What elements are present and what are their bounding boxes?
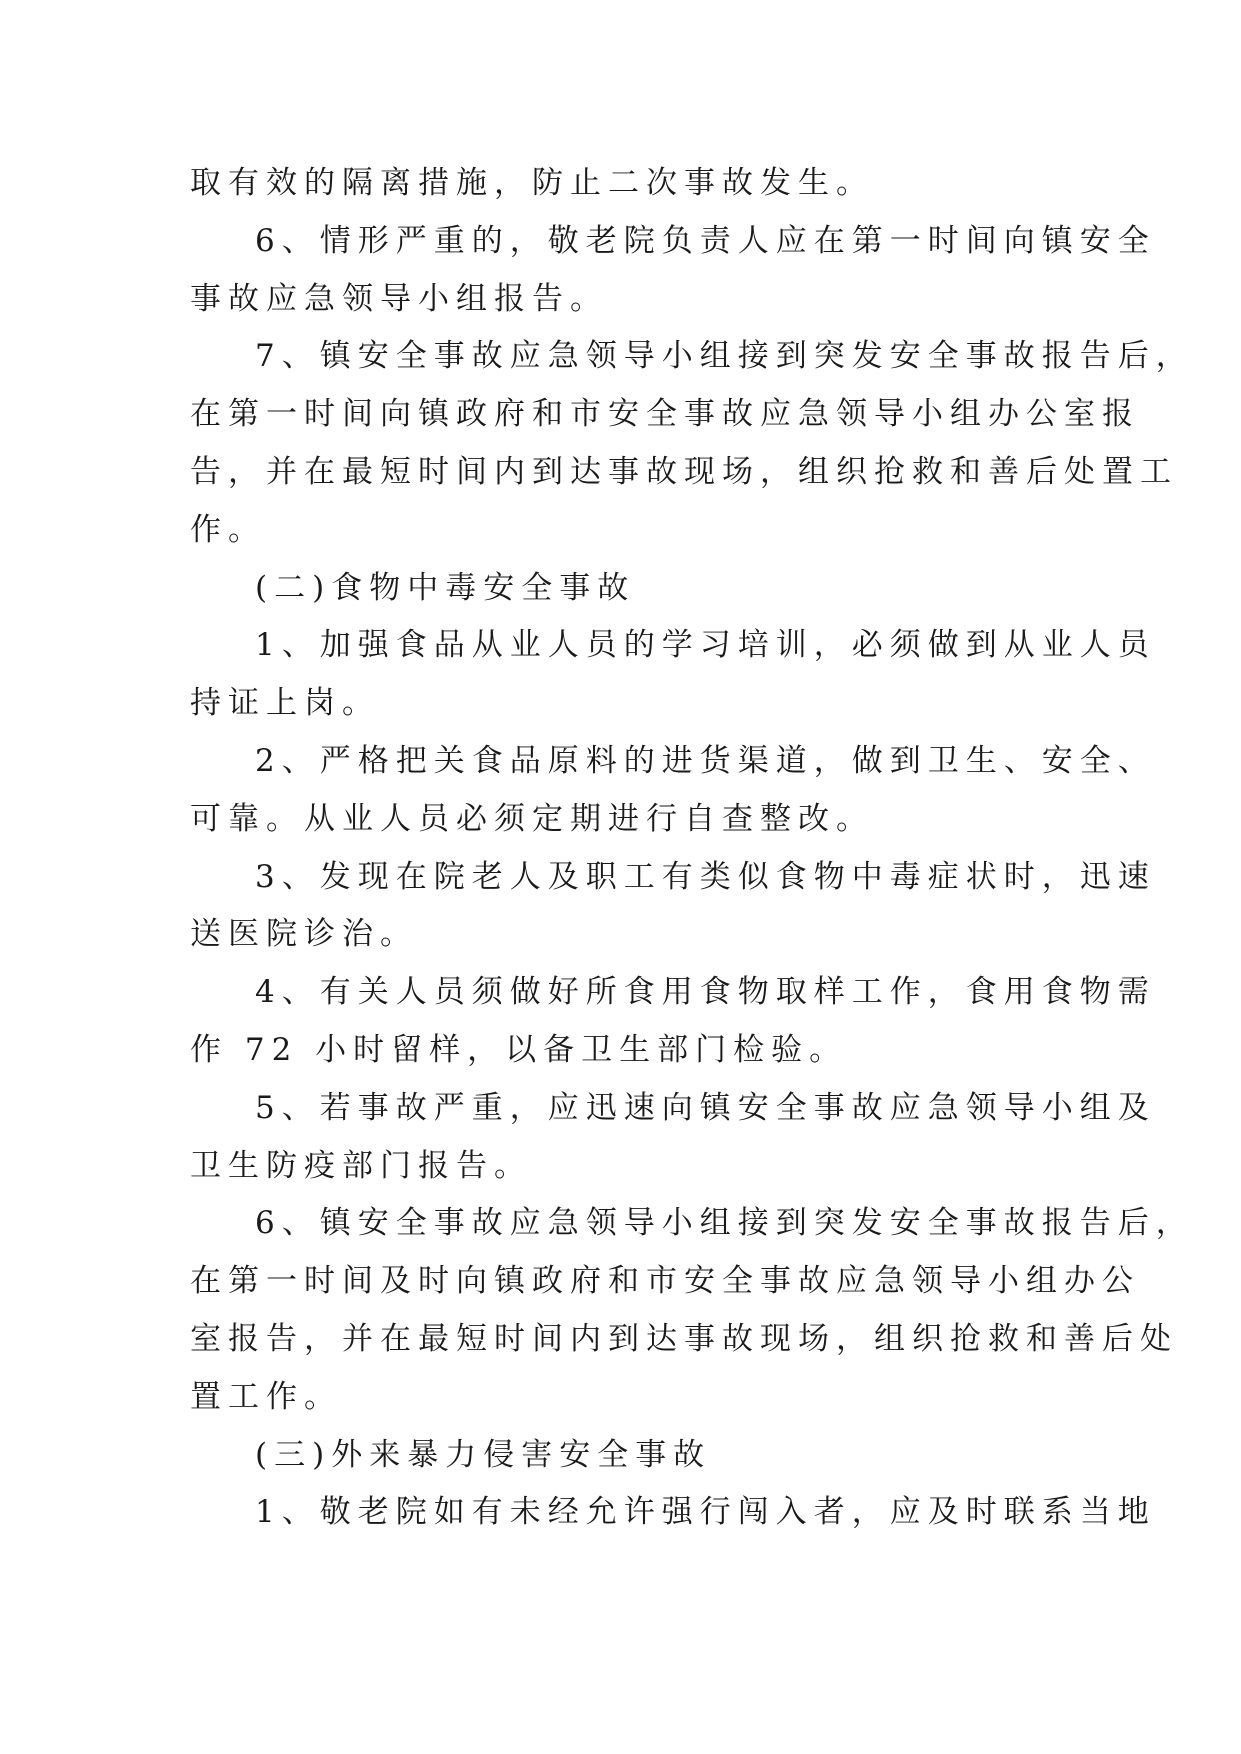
text-line: 持证上岗。 [190, 685, 380, 722]
text-line: 2、严格把关食品原料的进货渠道，做到卫生、安全、 [255, 742, 1156, 779]
text-line: 3、发现在院老人及职工有类似食物中毒症状时，迅速 [255, 858, 1156, 895]
document-body [190, 155, 1194, 1542]
text-line: 4、有关人员须做好所食用食物取样工作，食用食物需 [255, 974, 1156, 1011]
text-line: 7、镇安全事故应急领导小组接到突发安全事故报告后， [255, 338, 1194, 375]
text-line: 1、敬老院如有未经允许强行闯入者，应及时联系当地 [255, 1494, 1156, 1531]
text-line: 告，并在最短时间内到达事故现场，组织抢救和善后处置工 [190, 453, 1178, 490]
text-line: 取有效的隔离措施，防止二次事故发生。 [190, 165, 874, 201]
text-line: 在第一时间向镇政府和市安全事故应急领导小组办公室报 [190, 396, 1140, 433]
section-heading: (二)食物中毒安全事故 [255, 569, 636, 606]
text-line: 室报告，并在最短时间内到达事故现场，组织抢救和善后处 [190, 1320, 1178, 1357]
text-line: 作。 [190, 511, 266, 548]
text-line: 6、镇安全事故应急领导小组接到突发安全事故报告后， [255, 1205, 1194, 1242]
text-line: 作 72 小时留样，以备卫生部门检验。 [190, 1031, 848, 1068]
text-line: 5、若事故严重，应迅速向镇安全事故应急领导小组及 [255, 1089, 1156, 1126]
text-line: 6、情形严重的，敬老院负责人应在第一时间向镇安全 [255, 222, 1156, 259]
text-line: 卫生防疫部门报告。 [190, 1147, 532, 1184]
text-line: 可靠。从业人员必须定期进行自查整改。 [190, 800, 874, 837]
text-line: 事故应急领导小组报告。 [190, 280, 608, 317]
section-heading: (三)外来暴力侵害安全事故 [255, 1436, 712, 1473]
text-line: 送医院诊治。 [190, 916, 418, 953]
text-line: 在第一时间及时向镇政府和市安全事故应急领导小组办公 [190, 1263, 1140, 1300]
text-line: 置工作。 [190, 1378, 342, 1415]
text-line: 1、加强食品从业人员的学习培训，必须做到从业人员 [255, 627, 1156, 664]
